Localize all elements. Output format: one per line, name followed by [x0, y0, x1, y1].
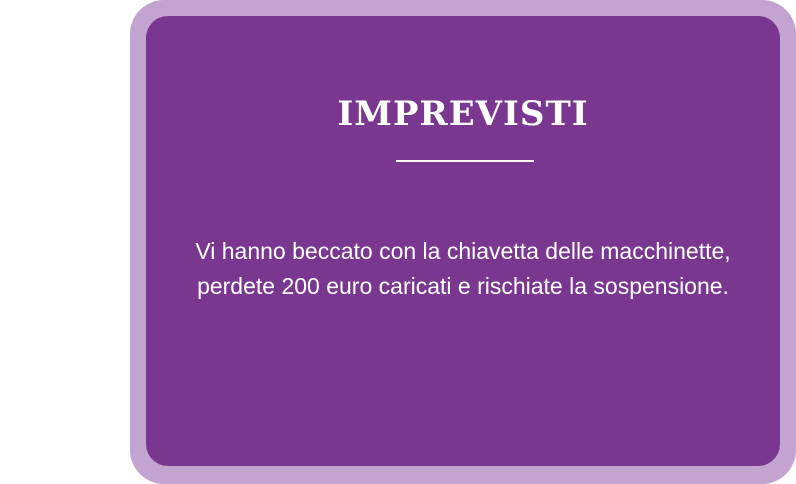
card-title: IMPREVISTI [337, 94, 589, 134]
title-divider [396, 160, 534, 162]
card-body-text: Vi hanno beccato con la chiavetta delle macchinette, perdete 200 euro caricati e rischiate la sospensione. [195, 238, 731, 299]
imprevisti-card [146, 16, 780, 466]
